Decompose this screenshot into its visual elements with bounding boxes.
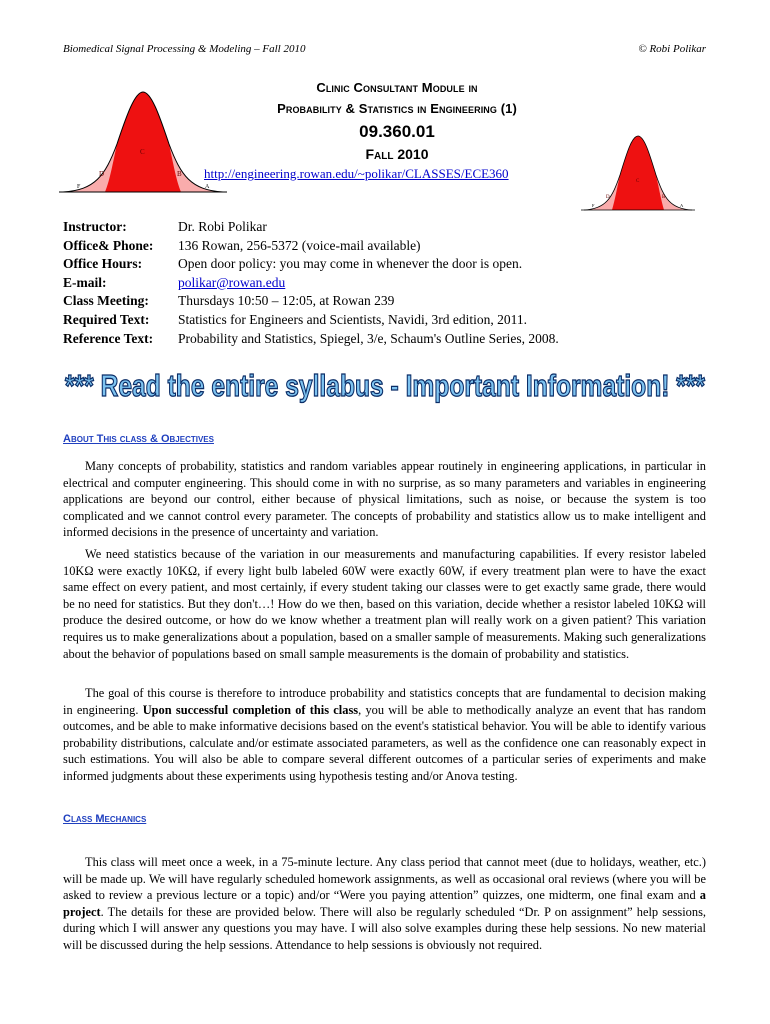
- paragraph-why-statistics: We need statistics because of the variation in our measurements and manufacturing capabilities. If every resistor labeled 10KΩ were exactly 10KΩ, if every light bulb labeled 60W were exactly 60W, if every treatment plan were to have the exact same effect on every patient, and most certainly, if every student taking our classes were to get exactly same grade, there would be no need for statistics. But they don't…! How do we then, based on this variation, decide whether a resistor labeled 10KΩ will produce the desired outcome, or how do we know whether a treatment plan will really work on a given patient? This variation requires us to make generalizations about a population, based on a smaller sample of measurements. Making such generalizations about the behavior of populations based on small sample measurements is the domain of probability and statistics.: [63, 547, 706, 661]
- grade-label-a-right: A: [680, 203, 684, 208]
- info-label: Instructor:: [63, 219, 127, 234]
- info-value: Open door policy: you may come in whenever the door is open.: [178, 256, 523, 272]
- text-run: The goal of this course is therefore to introduce probability and statistics concepts that are fundamental to decision making in engineering.: [63, 686, 706, 717]
- info-label: Office& Phone:: [63, 237, 154, 253]
- grade-label-d: D: [99, 170, 105, 178]
- info-label: E-mail:: [63, 274, 107, 290]
- info-row-required-text: [63, 311, 559, 330]
- grade-label-c: C: [140, 148, 145, 156]
- grade-label-d-right: D: [606, 195, 610, 200]
- bell-curve-figure-right: [578, 130, 698, 220]
- info-value: 136 Rowan, 256-5372 (voice-mail available): [178, 237, 421, 253]
- text-run: , you will be able to methodically analyze an event that has random outcomes, and be able to make informative decisions based on the event's statistical behavior. You will be able to identify various probability distributions, calculate and/or estimate associated parameters, as well as the confidence one can reasonably expect in such estimations. You will also be able to compare several different outcomes of a particular series of experiments and make informed judgments about these experiments using hypothesis testing and/or Anova testing.: [63, 702, 706, 783]
- grade-label-b: B: [177, 170, 182, 178]
- info-row-email: [63, 274, 559, 293]
- emphasis-text: Upon successful completion of this class: [142, 702, 359, 717]
- section-heading-about: About This class & Objectives: [63, 433, 214, 445]
- grade-label-c-right: C: [636, 179, 640, 184]
- course-title-block: [232, 80, 562, 162]
- grade-label-f: F: [77, 184, 81, 190]
- info-row-office-phone: [63, 237, 559, 256]
- grade-label-b-right: B: [662, 195, 666, 200]
- section-heading-mechanics: Class Mechanics: [63, 813, 147, 825]
- info-value: Statistics for Engineers and Scientists, Navidi, 3rd edition, 2011.: [178, 311, 527, 327]
- course-term: Fall 2010: [365, 146, 429, 162]
- info-label: Class Meeting:: [63, 293, 149, 309]
- info-row-reference-text: [63, 330, 559, 349]
- info-row-class-meeting: [63, 292, 559, 311]
- info-label: Reference Text:: [63, 330, 154, 346]
- important-banner: [60, 362, 710, 406]
- text-run: This class will meet once a week, in a 75-minute lecture. Any class period that cannot meet (due to holidays, weather, etc.) will be made up. We will have regularly scheduled homework assignments, as well as occasional oral reviews (where you will be asked to review a previous lecture or a topic) and/or “Were you paying attention” quizzes, one midterm, one final exam and: [63, 855, 706, 903]
- course-code: 09.360.01: [359, 122, 435, 141]
- text-run: . The details for these are provided below. There will also be regularly scheduled “Dr. P on assignment” help sessions, during which I will answer any questions you may have. I will also solve examples during these help sessions. No new material will be discussed during the help sessions. Attendance to help sessions is obviously not required.: [63, 904, 706, 952]
- paragraph-intro: Many concepts of probability, statistics and random variables appear routinely in engineering applications, in particular in electrical and computer engineering. This should come in with no surprise, as so many parameters and variables in engineering applications are beyond our control, either because of physical limitations, such as noise, or because the system is too complicated and we cannot control every parameter. The concepts of probability and statistics allow us to make intelligent and informed decisions in the presence of uncertainty and variation.: [63, 459, 706, 540]
- emphasis-text: a project: [63, 888, 706, 919]
- running-header-right: © Robi Polikar: [638, 43, 706, 55]
- bell-curve-figure-left: [55, 84, 231, 204]
- email-link[interactable]: polikar@rowan.edu: [178, 274, 286, 290]
- running-header-left: Biomedical Signal Processing & Modeling – Fall 2010: [63, 43, 306, 55]
- info-value: Probability and Statistics, Spiegel, 3/e, Schaum's Outline Series, 2008.: [178, 330, 559, 346]
- info-row-office-hours: [63, 255, 559, 274]
- info-label: Required Text:: [63, 311, 150, 327]
- course-website-link[interactable]: http://engineering.rowan.edu/~polikar/CLASSES/ECE360: [204, 166, 509, 181]
- paragraph-course-goal: [63, 685, 706, 785]
- title-line-1: Clinic Consultant Module in: [316, 80, 478, 95]
- grade-label-f-right: F: [592, 203, 595, 208]
- grade-label-a: A: [205, 184, 210, 190]
- info-value: Thursdays 10:50 – 12:05, at Rowan 239: [178, 293, 395, 309]
- title-line-2: Probability & Statistics in Engineering (1): [277, 101, 517, 116]
- info-row-instructor: [63, 218, 559, 237]
- course-info-table: [63, 218, 559, 348]
- paragraph-class-mechanics: [63, 854, 706, 954]
- banner-text: *** Read the entire syllabus - Important Information! ***: [65, 368, 706, 403]
- info-label: Office Hours:: [63, 256, 143, 272]
- info-value: Dr. Robi Polikar: [178, 219, 267, 234]
